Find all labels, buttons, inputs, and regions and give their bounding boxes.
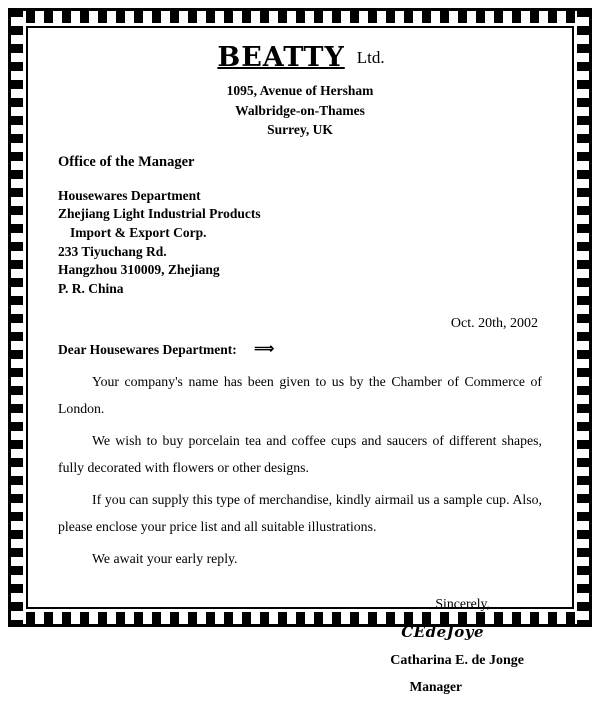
company-name: BEATTY	[217, 42, 345, 73]
company-address-line-2: Walbridge-on-Thames	[235, 102, 365, 118]
company-address-line-3: Surrey, UK	[267, 122, 333, 138]
complimentary-close: Sincerely,	[435, 595, 490, 611]
letterhead	[58, 42, 542, 73]
arrow-right-icon: ⟹	[254, 342, 273, 358]
recipient-line-4: 233 Tiyuchang Rd.	[58, 243, 167, 259]
company-address-line-1: 1095, Avenue of Hersham	[226, 83, 374, 98]
date-line: Oct. 20th, 2002	[450, 316, 538, 332]
signer-title: Manager	[409, 679, 462, 695]
signature: CEdeJoye	[401, 622, 484, 641]
recipient-address	[58, 187, 542, 299]
recipient-line-3: Import & Export Corp.	[70, 224, 207, 240]
attention-line: Office of the Manager	[58, 153, 195, 170]
recipient-line-2: Zhejiang Light Industrial Products	[58, 206, 261, 222]
company-suffix: Ltd.	[356, 47, 385, 67]
recipient-line-1: Housewares Department	[58, 187, 201, 203]
recipient-line-5: Hangzhou 310009, Zhejiang	[58, 262, 220, 278]
salutation	[58, 342, 542, 359]
body-paragraph-1: Your company's name has been given to us by the Chamber of Commerce of London.	[58, 374, 542, 416]
body-paragraph-4: We await your early reply.	[92, 551, 238, 567]
border-ticks-left	[11, 8, 23, 627]
letter-sheet	[30, 30, 570, 695]
closing-block	[58, 591, 542, 701]
body-paragraph-3: If you can supply this type of merchandise, kindly airmail us a sample cup. Also, please enclose your price list and all suitable illustrations.	[58, 492, 542, 534]
signer-name: Catharina E. de Jonge	[390, 652, 524, 668]
recipient-line-6: P. R. China	[58, 280, 124, 296]
salutation-text: Dear Housewares Department:	[58, 342, 237, 358]
company-address	[58, 81, 542, 140]
body-paragraph-2: We wish to buy porcelain tea and coffee cups and saucers of different shapes, fully decorated with flowers or other designs.	[58, 433, 542, 475]
border-ticks-right	[577, 8, 589, 627]
border-ticks-top	[8, 11, 592, 23]
